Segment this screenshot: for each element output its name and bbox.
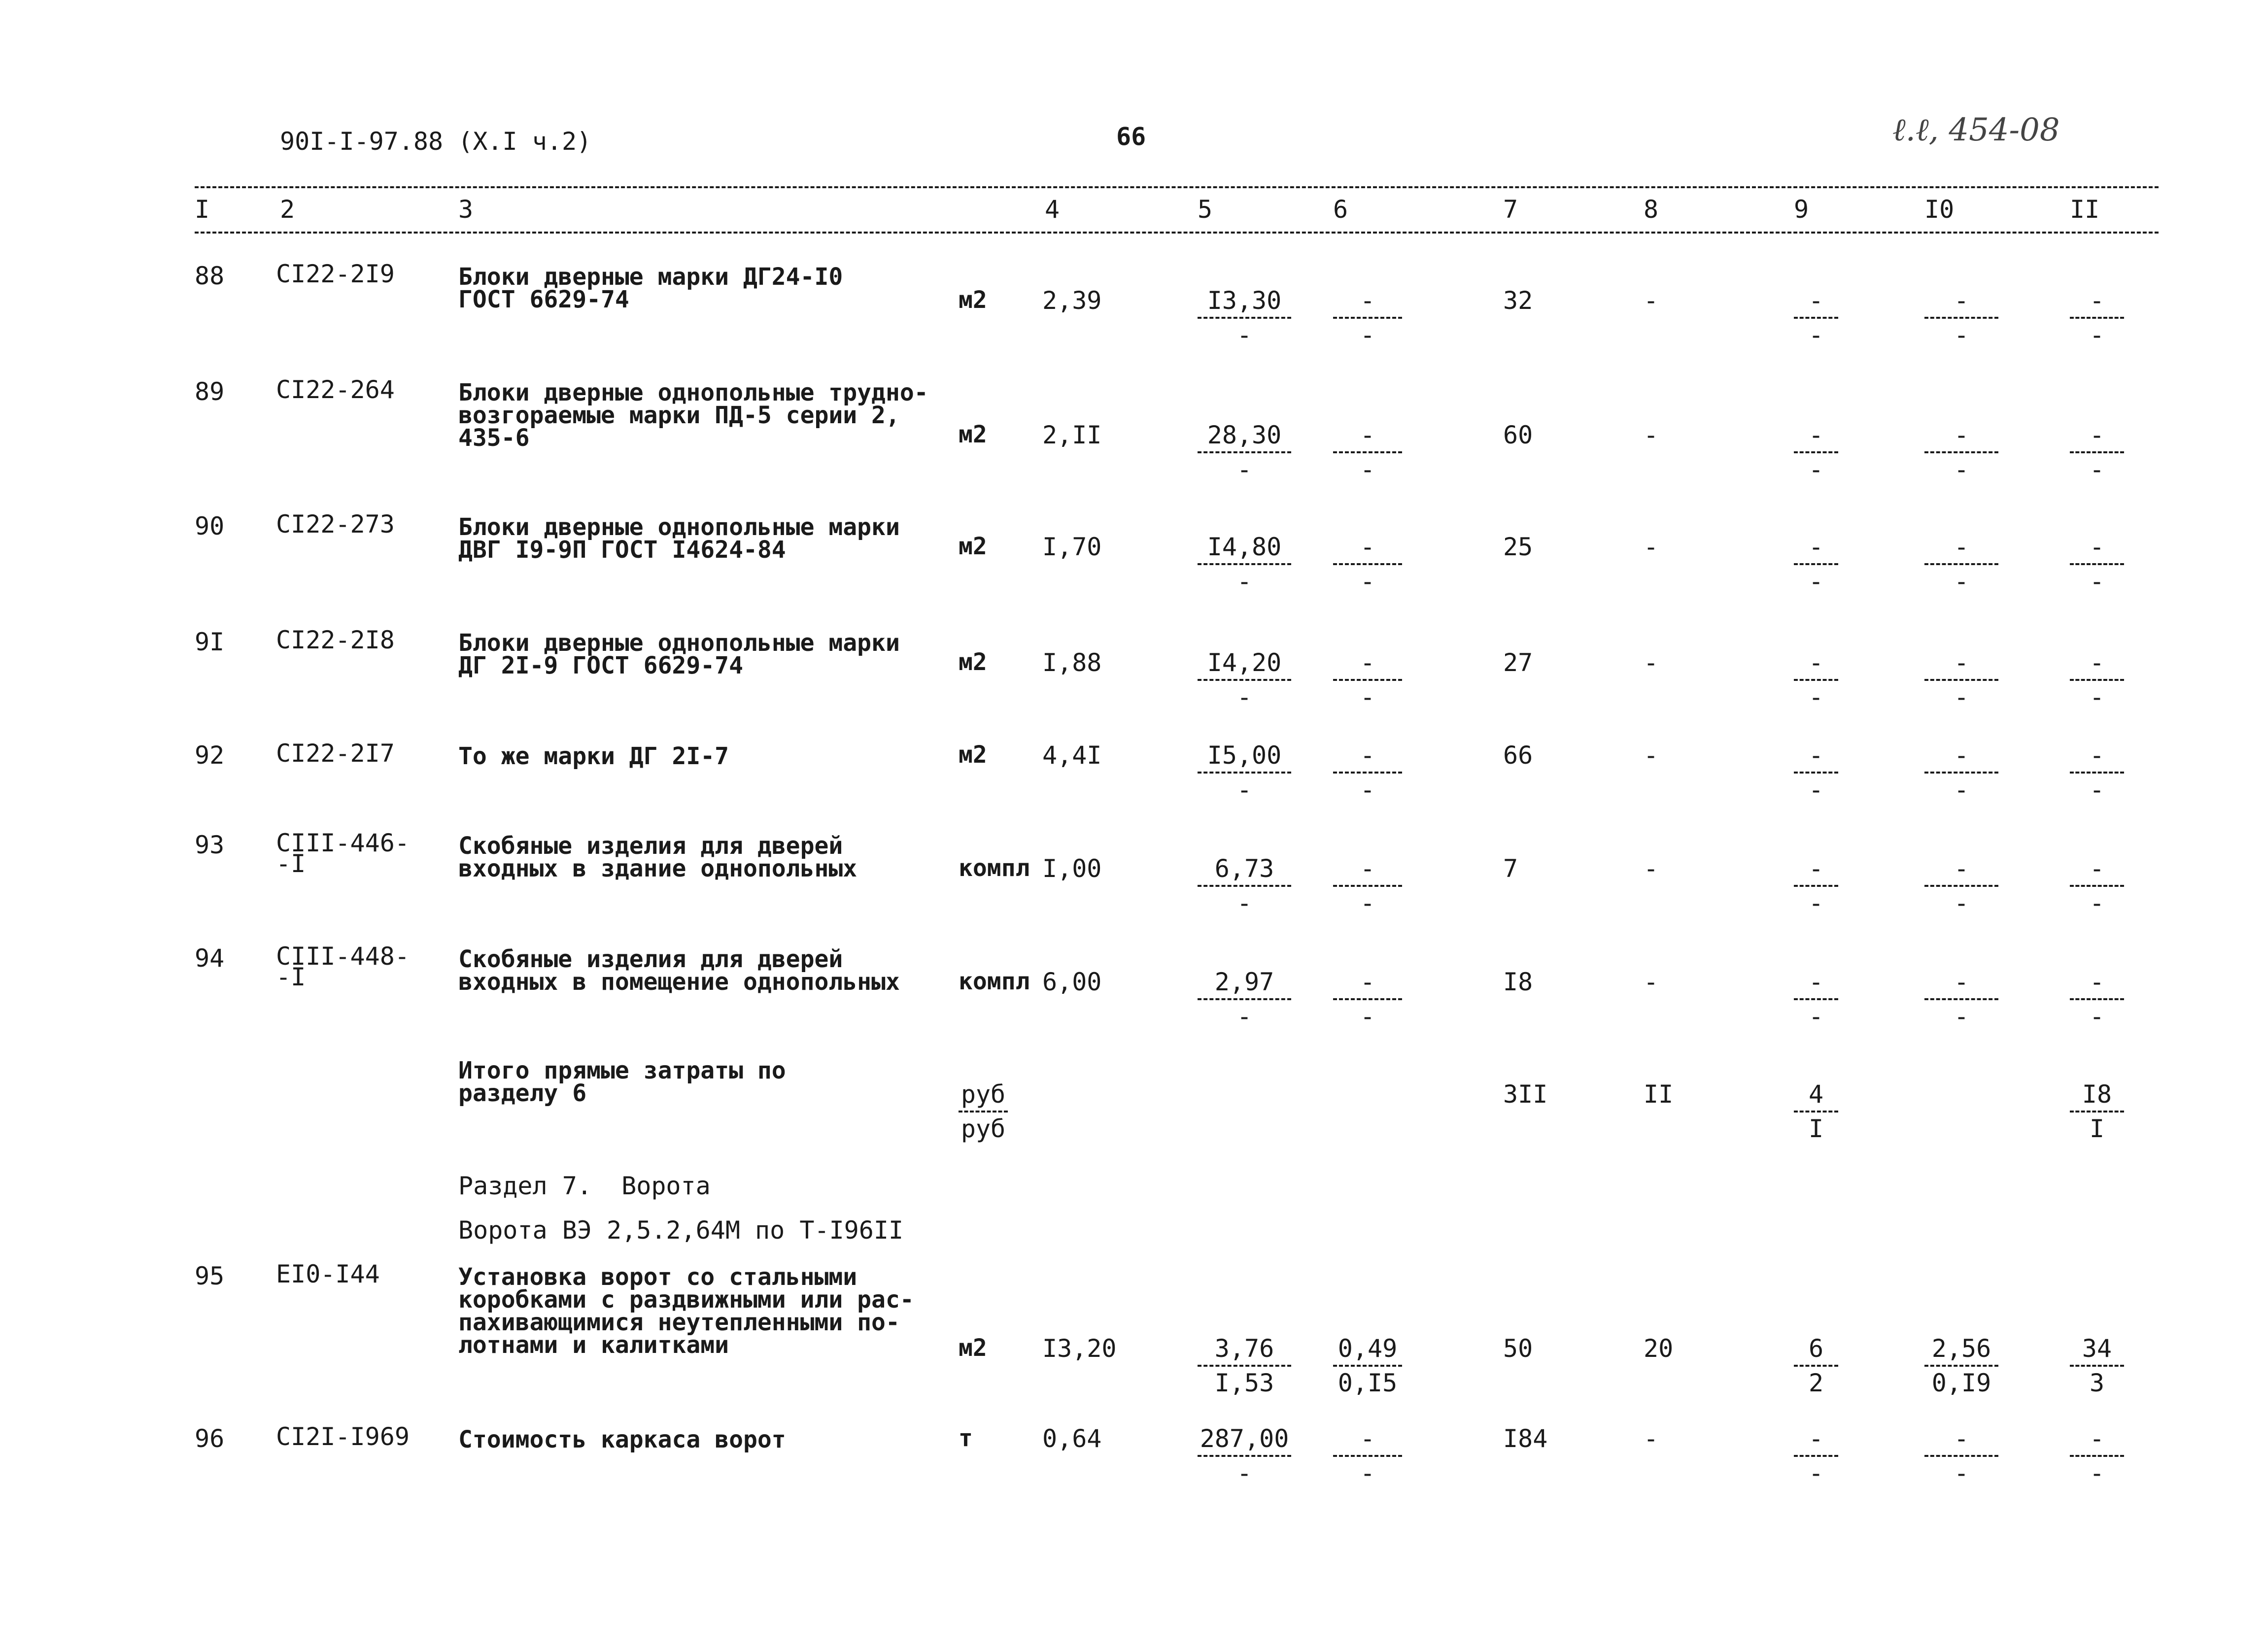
total-column-11-denominator: I (2089, 1114, 2105, 1143)
column-6-value-denominator: - (1360, 567, 1375, 596)
column-6-value (1333, 288, 1402, 347)
column-10-value-numerator: - (1924, 535, 1998, 565)
column-6-value-numerator: - (1333, 650, 1402, 681)
column-6-value (1333, 535, 1402, 594)
item-description: Стоимость каркаса ворот (458, 1426, 786, 1453)
norm-code: CI22-264 (276, 375, 395, 404)
item-description: Блоки дверные однопольные марки ДВГ I9-9П ГОСТ I4624-84 (458, 513, 900, 564)
column-6-value (1333, 423, 1402, 482)
column-11-value-numerator: - (2070, 856, 2124, 887)
unit-cost-numerator: 3,76 (1198, 1336, 1291, 1367)
unit: м2 (959, 1334, 987, 1362)
unit-cost (1198, 1336, 1291, 1395)
column-9-value-numerator: 6 (1794, 1336, 1838, 1367)
column-11-value-denominator: - (2089, 889, 2105, 917)
column-11-value-numerator: - (2070, 650, 2124, 681)
column-header-3: 3 (458, 195, 474, 224)
column-6-value-numerator: - (1333, 288, 1402, 319)
column-11-value-numerator: 34 (2070, 1336, 2124, 1367)
column-8-value: - (1644, 968, 1659, 996)
unit: м2 (959, 421, 987, 448)
total-label: Итого прямые затраты по разделу 6 (458, 1057, 786, 1107)
norm-code: CIII-446- -I (276, 829, 410, 878)
column-10-value (1924, 743, 1998, 802)
total-column-11 (2070, 1082, 2124, 1141)
norm-code: CI22-2I8 (276, 626, 395, 654)
column-6-value-numerator: - (1333, 1426, 1402, 1457)
column-10-value-denominator: - (1954, 889, 1969, 917)
unit: м2 (959, 648, 987, 676)
column-6-value (1333, 743, 1402, 802)
column-10-value (1924, 970, 1998, 1029)
total-cost: 7 (1503, 854, 1518, 883)
column-header-11: II (2070, 195, 2100, 224)
column-10-value-numerator: - (1924, 743, 1998, 774)
unit: м2 (959, 533, 987, 560)
column-9-value (1794, 970, 1838, 1029)
total-cost: 50 (1503, 1334, 1533, 1363)
total-cost: I8 (1503, 968, 1533, 996)
column-9-value (1794, 650, 1838, 709)
total-unit (959, 1082, 1008, 1141)
column-6-value (1333, 1336, 1402, 1395)
column-10-value-denominator: 0,I9 (1931, 1369, 1991, 1397)
column-8-value: 20 (1644, 1334, 1674, 1363)
unit-cost-denominator: - (1236, 567, 1252, 596)
quantity: 2,39 (1042, 286, 1102, 315)
unit-cost-numerator: 28,30 (1198, 423, 1291, 453)
column-11-value (2070, 856, 2124, 915)
column-9-value-denominator: - (1808, 455, 1824, 484)
column-11-value-numerator: - (2070, 970, 2124, 1000)
total-cost: 60 (1503, 421, 1533, 449)
column-header-4: 4 (1045, 195, 1060, 224)
unit-cost-numerator: I5,00 (1198, 743, 1291, 774)
column-9-value-numerator: - (1794, 970, 1838, 1000)
column-header-7: 7 (1503, 195, 1518, 224)
section-subtitle: Ворота ВЭ 2,5.2,64М по Т-I96II (458, 1216, 904, 1245)
column-10-value-denominator: - (1954, 1002, 1969, 1031)
column-9-value-numerator: - (1794, 1426, 1838, 1457)
column-10-value-numerator: - (1924, 650, 1998, 681)
column-11-value (2070, 423, 2124, 482)
column-9-value (1794, 423, 1838, 482)
column-6-value-numerator: - (1333, 423, 1402, 453)
section-title: Раздел 7. Ворота (458, 1172, 711, 1200)
quantity: I,70 (1042, 533, 1102, 561)
unit-cost-denominator: - (1236, 889, 1252, 917)
column-6-value (1333, 856, 1402, 915)
column-11-value (2070, 288, 2124, 347)
column-9-value-denominator: - (1808, 1459, 1824, 1487)
item-description: Блоки дверные однопольные трудно- возгораемые марки ПД-5 серии 2, 435-6 (458, 379, 928, 452)
unit-cost-numerator: I4,20 (1198, 650, 1291, 681)
quantity: I3,20 (1042, 1334, 1117, 1363)
column-6-value-denominator: - (1360, 1002, 1375, 1031)
column-9-value-denominator: - (1808, 889, 1824, 917)
item-description: Скобяные изделия для дверей входных в помещение однопольных (458, 945, 900, 996)
unit: м2 (959, 741, 987, 769)
column-10-value-numerator: - (1924, 856, 1998, 887)
unit-cost-denominator: - (1236, 321, 1252, 349)
column-8-value: - (1644, 421, 1659, 449)
item-description: Блоки дверные марки ДГ24-I0 ГОСТ 6629-74 (458, 263, 843, 313)
archive-stamp: ℓ.ℓ, 454-08 (1892, 112, 2060, 148)
column-6-value-denominator: 0,I5 (1338, 1369, 1398, 1397)
column-9-value-numerator: - (1794, 856, 1838, 887)
quantity: 2,II (1042, 421, 1102, 449)
column-9-value-denominator: - (1808, 1002, 1824, 1031)
total-column-11-numerator: I8 (2070, 1082, 2124, 1113)
quantity: 0,64 (1042, 1424, 1102, 1453)
column-11-value-denominator: - (2089, 683, 2105, 711)
column-10-value-numerator: - (1924, 288, 1998, 319)
total-column-9-numerator: 4 (1794, 1082, 1838, 1113)
column-10-value-denominator: - (1954, 683, 1969, 711)
column-11-value (2070, 970, 2124, 1029)
norm-code: CI22-273 (276, 510, 395, 539)
column-header-5: 5 (1198, 195, 1213, 224)
column-6-value-denominator: - (1360, 321, 1375, 349)
total-column-9-denominator: I (1808, 1114, 1824, 1143)
column-11-value (2070, 650, 2124, 709)
column-6-value-numerator: - (1333, 743, 1402, 774)
column-9-value (1794, 288, 1838, 347)
norm-code: CIII-448- -I (276, 942, 410, 991)
column-11-value-denominator: - (2089, 775, 2105, 804)
column-header-9: 9 (1794, 195, 1809, 224)
column-6-value (1333, 650, 1402, 709)
column-10-value-numerator: - (1924, 423, 1998, 453)
total-cost: 66 (1503, 741, 1533, 770)
column-8-value: - (1644, 854, 1659, 883)
column-header-8: 8 (1644, 195, 1659, 224)
norm-code: EI0-I44 (276, 1260, 380, 1288)
column-header-1: I (195, 195, 210, 224)
quantity: 6,00 (1042, 968, 1102, 996)
column-9-value (1794, 1426, 1838, 1485)
column-6-value-denominator: - (1360, 683, 1375, 711)
item-description: Скобяные изделия для дверей входных в здание однопольных (458, 832, 858, 882)
unit-cost (1198, 650, 1291, 709)
column-10-value-denominator: - (1954, 567, 1969, 596)
column-11-value-numerator: - (2070, 288, 2124, 319)
column-9-value (1794, 856, 1838, 915)
row-number: 94 (195, 944, 225, 973)
row-number: 88 (195, 262, 225, 290)
row-number: 93 (195, 831, 225, 859)
column-9-value-denominator: - (1808, 775, 1824, 804)
row-number: 92 (195, 741, 225, 770)
column-9-value-numerator: - (1794, 650, 1838, 681)
column-6-value-denominator: - (1360, 1459, 1375, 1487)
unit-cost (1198, 1426, 1291, 1485)
column-6-value (1333, 970, 1402, 1029)
quantity: I,88 (1042, 648, 1102, 677)
column-9-value-denominator: - (1808, 683, 1824, 711)
column-11-value-denominator: - (2089, 455, 2105, 484)
column-9-value-numerator: - (1794, 288, 1838, 319)
column-9-value-numerator: - (1794, 423, 1838, 453)
unit-cost (1198, 856, 1291, 915)
unit-cost (1198, 743, 1291, 802)
column-6-value (1333, 1426, 1402, 1485)
column-10-value-numerator: - (1924, 970, 1998, 1000)
unit-cost-denominator: - (1236, 1002, 1252, 1031)
unit-cost-numerator: 2,97 (1198, 970, 1291, 1000)
column-10-value (1924, 1426, 1998, 1485)
item-description: Блоки дверные однопольные марки ДГ 2I-9 ГОСТ 6629-74 (458, 629, 900, 679)
total-cost: 32 (1503, 286, 1533, 315)
column-11-value-denominator: - (2089, 1002, 2105, 1031)
unit-cost-numerator: I4,80 (1198, 535, 1291, 565)
column-9-value (1794, 1336, 1838, 1395)
unit-cost-numerator: I3,30 (1198, 288, 1291, 319)
column-8-value: - (1644, 533, 1659, 561)
column-10-value-denominator: - (1954, 775, 1969, 804)
item-description: То же марки ДГ 2I-7 (458, 742, 729, 770)
unit: т (959, 1424, 973, 1452)
row-number: 95 (195, 1262, 225, 1290)
column-10-value-numerator: - (1924, 1426, 1998, 1457)
unit-cost-denominator: - (1236, 455, 1252, 484)
column-9-value-denominator: - (1808, 567, 1824, 596)
total-cost: 3II (1503, 1080, 1548, 1109)
header-rule-bottom (195, 232, 2159, 234)
row-number: 90 (195, 512, 225, 540)
column-11-value (2070, 1426, 2124, 1485)
unit: компл (959, 968, 1030, 995)
row-number: 89 (195, 377, 225, 406)
column-10-value (1924, 535, 1998, 594)
unit-cost (1198, 288, 1291, 347)
quantity: I,00 (1042, 854, 1102, 883)
column-11-value (2070, 535, 2124, 594)
column-header-2: 2 (280, 195, 295, 224)
column-11-value-numerator: - (2070, 423, 2124, 453)
column-9-value (1794, 743, 1838, 802)
column-8-value: - (1644, 741, 1659, 770)
total-unit-denominator: руб (960, 1114, 1006, 1143)
total-cost: 25 (1503, 533, 1533, 561)
header-rule-top (195, 186, 2159, 188)
column-10-value (1924, 650, 1998, 709)
column-11-value-denominator: 3 (2089, 1369, 2105, 1397)
column-10-value-denominator: - (1954, 1459, 1969, 1487)
unit: компл (959, 854, 1030, 882)
unit-cost (1198, 970, 1291, 1029)
column-6-value-numerator: - (1333, 856, 1402, 887)
unit-cost-numerator: 287,00 (1198, 1426, 1291, 1457)
unit-cost-denominator: - (1236, 683, 1252, 711)
column-9-value (1794, 535, 1838, 594)
column-11-value-denominator: - (2089, 321, 2105, 349)
column-6-value-denominator: - (1360, 455, 1375, 484)
item-description: Установка ворот со стальными коробками с раздвижными или рас- пахивающимися неутепленными по- лотнами и калитками (458, 1263, 914, 1359)
column-header-6: 6 (1333, 195, 1348, 224)
column-6-value-denominator: - (1360, 775, 1375, 804)
column-11-value-numerator: - (2070, 743, 2124, 774)
total-column-9 (1794, 1082, 1838, 1141)
total-cost: 27 (1503, 648, 1533, 677)
unit-cost-denominator: - (1236, 775, 1252, 804)
column-11-value-numerator: - (2070, 535, 2124, 565)
unit: м2 (959, 286, 987, 314)
unit-cost (1198, 535, 1291, 594)
column-header-10: I0 (1924, 195, 1955, 224)
column-10-value (1924, 288, 1998, 347)
unit-cost (1198, 423, 1291, 482)
column-10-value (1924, 1336, 1998, 1395)
quantity: 4,4I (1042, 741, 1102, 770)
total-column-8: II (1644, 1080, 1674, 1109)
unit-cost-denominator: - (1236, 1459, 1252, 1487)
column-10-value-numerator: 2,56 (1924, 1336, 1998, 1367)
row-number: 96 (195, 1424, 225, 1453)
column-11-value (2070, 743, 2124, 802)
row-number: 9I (195, 628, 225, 656)
page-number: 66 (1116, 122, 1146, 151)
column-9-value-numerator: - (1794, 535, 1838, 565)
unit-cost-numerator: 6,73 (1198, 856, 1291, 887)
column-10-value (1924, 423, 1998, 482)
column-6-value-numerator: - (1333, 535, 1402, 565)
column-10-value-denominator: - (1954, 321, 1969, 349)
column-10-value (1924, 856, 1998, 915)
norm-code: CI2I-I969 (276, 1422, 410, 1451)
column-6-value-numerator: 0,49 (1333, 1336, 1402, 1367)
column-11-value-denominator: - (2089, 1459, 2105, 1487)
column-11-value-denominator: - (2089, 567, 2105, 596)
total-cost: I84 (1503, 1424, 1548, 1453)
total-unit-numerator: руб (959, 1082, 1008, 1113)
document-code: 90I-I-97.88 (X.I ч.2) (280, 127, 592, 156)
column-9-value-denominator: 2 (1808, 1369, 1824, 1397)
column-9-value-numerator: - (1794, 743, 1838, 774)
column-6-value-denominator: - (1360, 889, 1375, 917)
column-11-value (2070, 1336, 2124, 1395)
column-8-value: - (1644, 286, 1659, 315)
norm-code: CI22-2I9 (276, 260, 395, 288)
column-8-value: - (1644, 1424, 1659, 1453)
norm-code: CI22-2I7 (276, 739, 395, 768)
column-8-value: - (1644, 648, 1659, 677)
column-6-value-numerator: - (1333, 970, 1402, 1000)
column-9-value-denominator: - (1808, 321, 1824, 349)
column-10-value-denominator: - (1954, 455, 1969, 484)
column-11-value-numerator: - (2070, 1426, 2124, 1457)
unit-cost-denominator: I,53 (1214, 1369, 1274, 1397)
